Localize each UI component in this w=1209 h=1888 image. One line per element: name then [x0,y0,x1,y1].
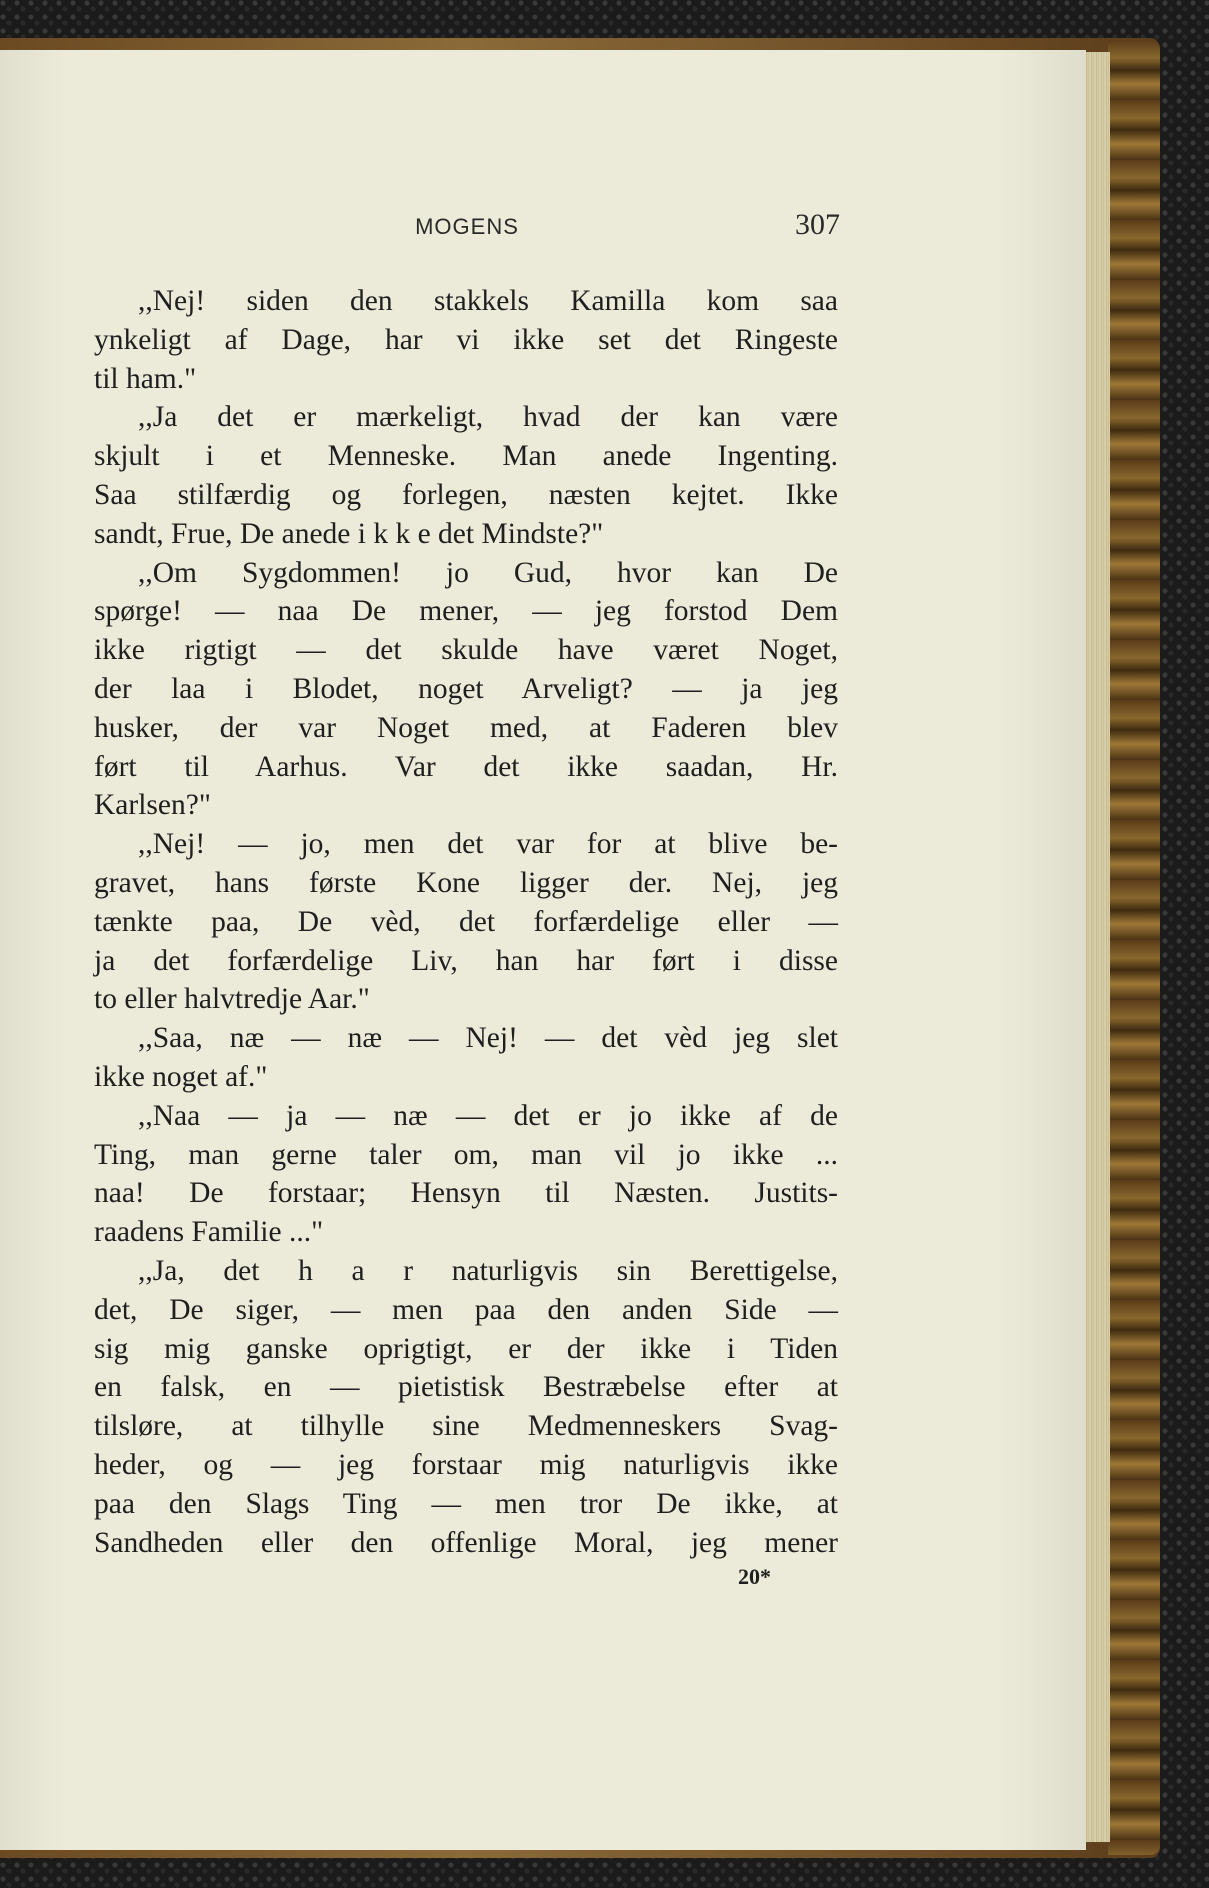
text-line: skjult i et Menneske. Man anede Ingenting. [94,440,838,473]
text-line: tænkte paa, De vèd, det forfærdelige eller — [94,905,838,938]
book-spine-edge [1108,40,1160,1855]
text-line: der laa i Blodet, noget Arveligt? — ja jeg [94,672,838,705]
text-line: sig mig ganske oprigtigt, er der ikke i Tiden [94,1332,838,1365]
text-line: heder, og — jeg forstaar mig naturligvis ikke [94,1448,838,1481]
text-line: Ting, man gerne taler om, man vil jo ikke ... [94,1138,838,1171]
text-line: ,,Om Sygdommen! jo Gud, hvor kan De [138,556,838,589]
text-line: det, De siger, — men paa den anden Side — [94,1293,838,1326]
page-number: 307 [795,208,840,241]
text-line: to eller halvtredje Aar." [94,983,370,1016]
running-title: MOGENS [415,214,519,239]
text-line: til ham." [94,362,197,395]
page-edges [1082,52,1110,1842]
text-line: paa den Slags Ting — men tror De ikke, at [94,1487,838,1520]
text-line: Karlsen?" [94,789,211,822]
text-line: ,,Nej! — jo, men det var for at blive be- [138,828,838,861]
text-line: en falsk, en — pietistisk Bestræbelse efter at [94,1371,838,1404]
text-line: ,,Ja, det h a r naturligvis sin Berettigelse, [138,1254,838,1287]
text-line: ynkeligt af Dage, har vi ikke set det Ringeste [94,323,838,356]
text-line: tilsløre, at tilhylle sine Medmenneskers Svag- [94,1410,838,1443]
text-line: ført til Aarhus. Var det ikke saadan, Hr. [94,750,838,783]
text-line: ja det forfærdelige Liv, han har ført i disse [94,944,838,977]
text-line: Saa stilfærdig og forlegen, næsten kejtet. Ikke [94,478,838,511]
text-line: ikke rigtigt — det skulde have været Noget, [94,634,838,667]
text-line: gravet, hans første Kone ligger der. Nej, jeg [94,866,838,899]
text-line: sandt, Frue, De anede i k k e det Mindste?" [94,517,604,550]
text-line: naa! De forstaar; Hensyn til Næsten. Justits- [94,1177,838,1210]
text-line: Sandheden eller den offenlige Moral, jeg mener [94,1526,838,1559]
text-line: husker, der var Noget med, at Faderen blev [94,711,838,744]
running-head [94,208,840,248]
text-line: raadens Familie ..." [94,1216,324,1249]
text-line: ,,Saa, næ — næ — Nej! — det vèd jeg slet [138,1022,838,1055]
body-text [94,282,838,1562]
text-line: ,,Naa — ja — næ — det er jo ikke af de [138,1099,838,1132]
signature-mark: 20* [738,1564,771,1589]
text-line: ,,Ja det er mærkeligt, hvad der kan være [138,401,838,434]
text-line: spørge! — naa De mener, — jeg forstod Dem [94,595,838,628]
text-line: ,,Nej! siden den stakkels Kamilla kom saa [138,285,838,317]
text-line: ikke noget af." [94,1060,268,1093]
